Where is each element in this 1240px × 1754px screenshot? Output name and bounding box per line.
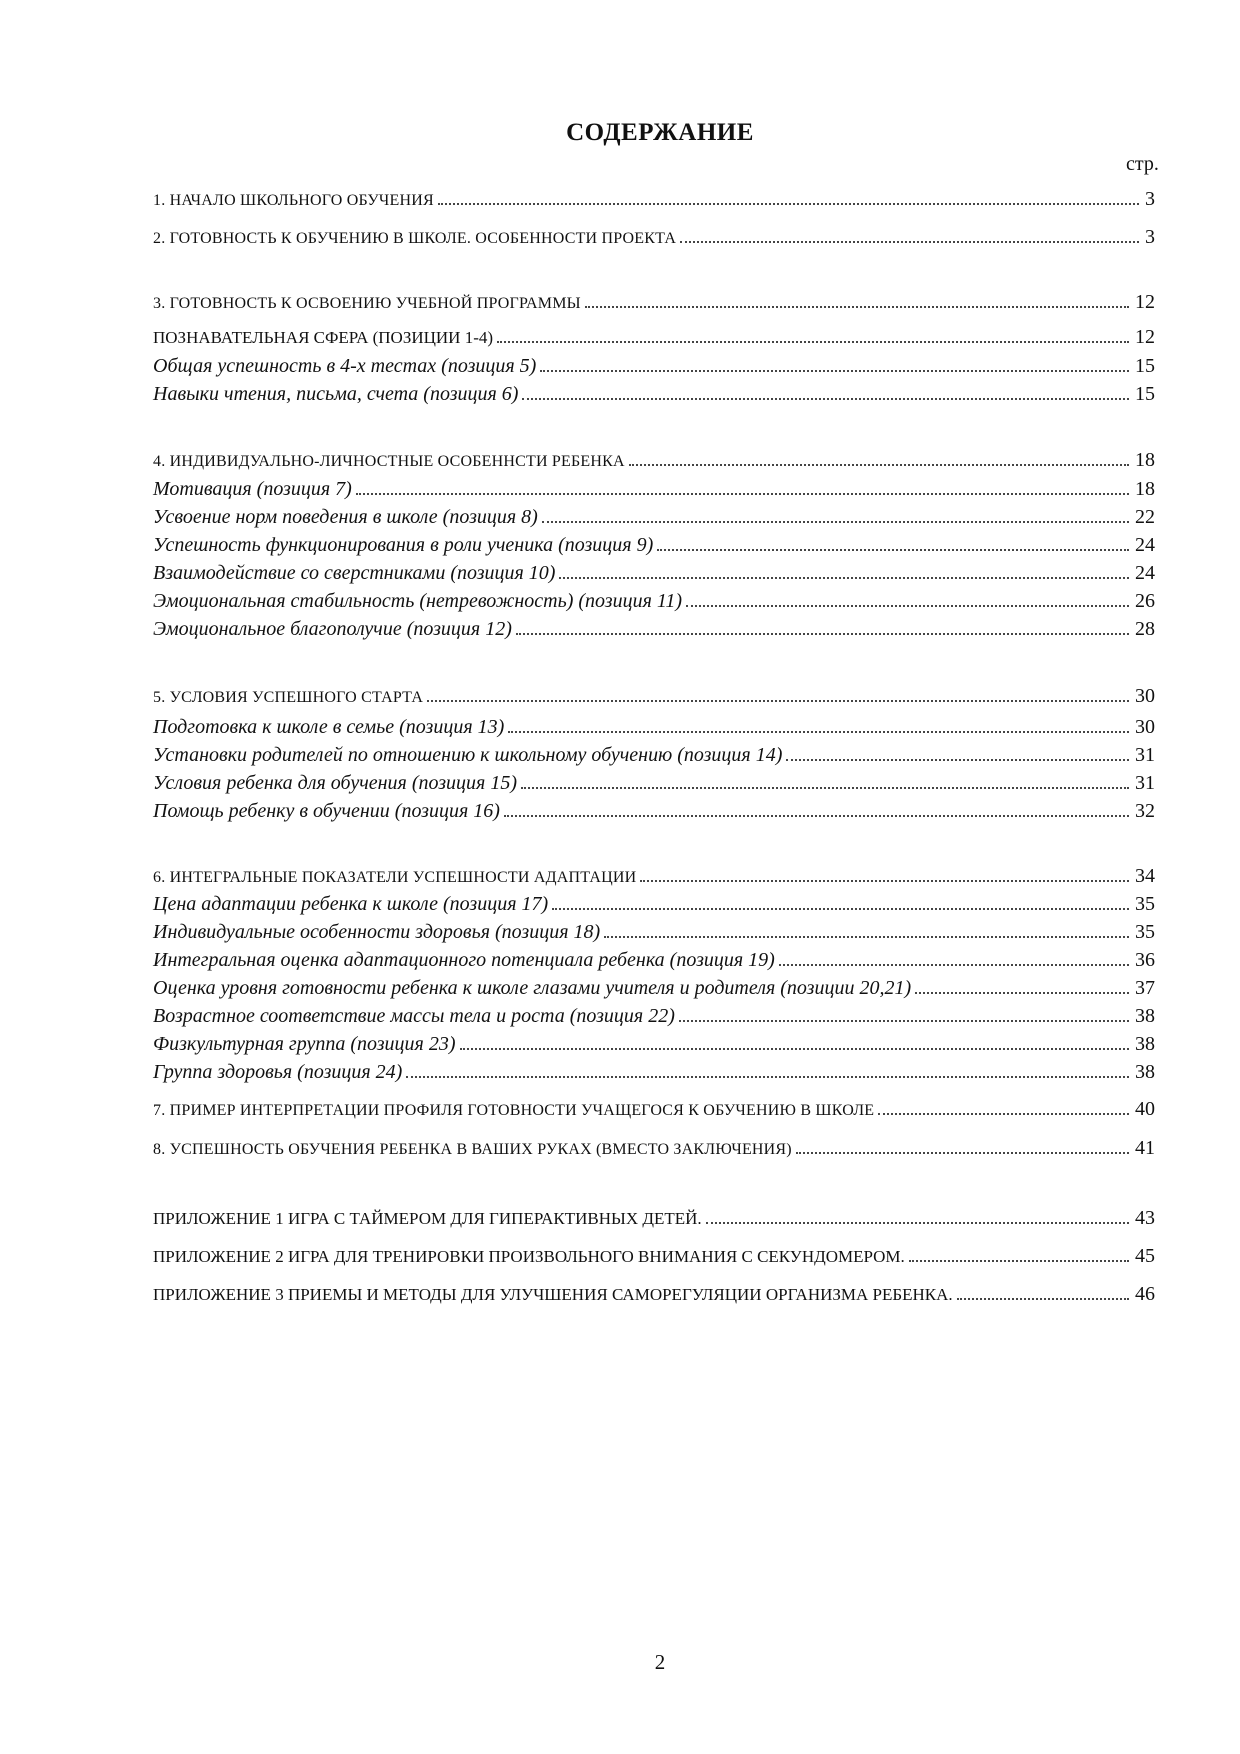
- toc-entry-page: 38: [1135, 1061, 1155, 1083]
- toc-entry-text: Подготовка к школе в семье (позиция 13): [153, 716, 505, 738]
- toc-entry-text: Эмоциональная стабильность (нетревожность) (позиция 11): [153, 590, 683, 612]
- toc-leader: [497, 341, 1129, 343]
- toc-list: [153, 0, 1155, 1400]
- toc-entry-page: 30: [1135, 685, 1155, 707]
- toc-entry-text: 7. ПРИМЕР ИНТЕРПРЕТАЦИИ ПРОФИЛЯ ГОТОВНОСТИ УЧАЩЕГОСЯ К ОБУЧЕНИЮ В ШКОЛЕ: [153, 1102, 875, 1119]
- toc-entry-page: 31: [1135, 744, 1155, 766]
- toc-entry: [153, 324, 1155, 351]
- toc-entry: [153, 560, 1155, 586]
- toc-entry-text: Оценка уровня готовности ребенка к школе глазами учителя и родителя (позиции 20,21): [153, 977, 912, 999]
- toc-leader: [779, 964, 1129, 966]
- page-number: 2: [654, 1650, 666, 1674]
- toc-leader: [508, 731, 1129, 733]
- toc-leader: [504, 815, 1129, 817]
- toc-entry: [153, 504, 1155, 530]
- toc-entry-text: Общая успешность в 4-х тестах (позиция 5): [153, 355, 537, 377]
- toc-entry-page: 35: [1135, 921, 1155, 943]
- toc-entry: [153, 1003, 1155, 1029]
- toc-entry-text: Мотивация (позиция 7): [153, 478, 352, 500]
- toc-entry-page: 28: [1135, 618, 1155, 640]
- toc-entry-page: 24: [1135, 534, 1155, 556]
- toc-entry: [153, 381, 1155, 407]
- toc-entry: [153, 683, 1155, 711]
- page-column-label: стр.: [1126, 153, 1159, 175]
- toc-entry-page: 43: [1135, 1207, 1155, 1229]
- toc-entry-page: 34: [1135, 865, 1155, 887]
- toc-leader: [878, 1113, 1129, 1115]
- toc-entry-text: Помощь ребенку в обучении (позиция 16): [153, 800, 500, 822]
- toc-entry-text: Физкультурная группа (позиция 23): [153, 1033, 456, 1055]
- toc-entry: [153, 947, 1155, 973]
- toc-entry: [153, 532, 1155, 558]
- toc-leader: [522, 398, 1129, 400]
- page-title: СОДЕРЖАНИЕ: [566, 119, 754, 146]
- toc-entry: [153, 891, 1155, 917]
- toc-entry: [153, 919, 1155, 945]
- toc-entry: [153, 1243, 1155, 1270]
- toc-leader: [438, 203, 1139, 205]
- toc-entry-text: Условия ребенка для обучения (позиция 15): [153, 772, 518, 794]
- toc-leader: [542, 521, 1129, 523]
- toc-leader: [629, 464, 1129, 466]
- toc-entry-text: Навыки чтения, письма, счета (позиция 6): [153, 383, 519, 405]
- toc-leader: [552, 908, 1129, 910]
- toc-entry-page: 22: [1135, 506, 1155, 528]
- toc-entry-text: 3. ГОТОВНОСТЬ К ОСВОЕНИЮ УЧЕБНОЙ ПРОГРАММЫ: [153, 295, 581, 312]
- toc-entry: [153, 1031, 1155, 1057]
- toc-entry-text: 1. НАЧАЛО ШКОЛЬНОГО ОБУЧЕНИЯ: [153, 192, 434, 209]
- toc-leader: [460, 1048, 1130, 1050]
- toc-entry-page: 15: [1135, 355, 1155, 377]
- toc-entry: [153, 1281, 1155, 1308]
- toc-leader: [909, 1260, 1129, 1262]
- toc-leader: [957, 1298, 1129, 1300]
- toc-entry-text: 2. ГОТОВНОСТЬ К ОБУЧЕНИЮ В ШКОЛЕ. ОСОБЕННОСТИ ПРОЕКТА: [153, 230, 677, 247]
- toc-entry-text: Возрастное соответствие массы тела и роста (позиция 22): [153, 1005, 675, 1027]
- toc-entry: [153, 224, 1155, 252]
- toc-entry: [153, 798, 1155, 824]
- toc-leader: [559, 577, 1129, 579]
- toc-entry: [153, 476, 1155, 502]
- toc-entry: [153, 1096, 1155, 1124]
- toc-entry-page: 26: [1135, 590, 1155, 612]
- toc-entry: [153, 863, 1155, 891]
- toc-entry: [153, 770, 1155, 796]
- toc-entry-text: Интегральная оценка адаптационного потенциала ребенка (позиция 19): [153, 949, 775, 971]
- toc-leader: [540, 370, 1129, 372]
- toc-leader: [406, 1076, 1129, 1078]
- toc-leader: [604, 936, 1129, 938]
- toc-entry-page: 12: [1135, 326, 1155, 348]
- toc-entry-text: Индивидуальные особенности здоровья (позиция 18): [153, 921, 601, 943]
- toc-leader: [356, 493, 1129, 495]
- toc-entry-text: ПОЗНАВАТЕЛЬНАЯ СФЕРА (ПОЗИЦИИ 1-4): [153, 328, 494, 347]
- toc-entry-page: 38: [1135, 1033, 1155, 1055]
- toc-leader: [640, 880, 1129, 882]
- toc-entry-text: Успешность функционирования в роли ученика (позиция 9): [153, 534, 654, 556]
- toc-entry: [153, 1205, 1155, 1232]
- toc-entry-text: 6. ИНТЕГРАЛЬНЫЕ ПОКАЗАТЕЛИ УСПЕШНОСТИ АДАПТАЦИИ: [153, 869, 637, 886]
- toc-entry-text: 4. ИНДИВИДУАЛЬНО-ЛИЧНОСТНЫЕ ОСОБЕННСТИ РЕБЕНКА: [153, 453, 625, 470]
- toc-leader: [786, 759, 1129, 761]
- toc-entry-page: 37: [1135, 977, 1155, 999]
- toc-leader: [680, 241, 1139, 243]
- toc-leader: [679, 1020, 1129, 1022]
- toc-entry: [153, 742, 1155, 768]
- toc-entry-page: 30: [1135, 716, 1155, 738]
- toc-entry-page: 32: [1135, 800, 1155, 822]
- toc-entry-page: 15: [1135, 383, 1155, 405]
- toc-entry-text: ПРИЛОЖЕНИЕ 1 ИГРА С ТАЙМЕРОМ ДЛЯ ГИПЕРАКТИВНЫХ ДЕТЕЙ.: [153, 1209, 702, 1228]
- toc-leader: [657, 549, 1129, 551]
- toc-entry-page: 3: [1145, 188, 1155, 210]
- toc-entry: [153, 353, 1155, 379]
- toc-entry-text: ПРИЛОЖЕНИЕ 2 ИГРА ДЛЯ ТРЕНИРОВКИ ПРОИЗВОЛЬНОГО ВНИМАНИЯ С СЕКУНДОМЕРОМ.: [153, 1247, 905, 1266]
- toc-entry-text: Установки родителей по отношению к школьному обучению (позиция 14): [153, 744, 783, 766]
- toc-entry-page: 36: [1135, 949, 1155, 971]
- toc-entry-page: 46: [1135, 1283, 1155, 1305]
- toc-leader: [915, 992, 1129, 994]
- toc-entry: [153, 588, 1155, 614]
- toc-entry: [153, 616, 1155, 642]
- toc-entry-page: 38: [1135, 1005, 1155, 1027]
- toc-entry-page: 12: [1135, 291, 1155, 313]
- toc-entry: [153, 714, 1155, 740]
- toc-leader: [521, 787, 1129, 789]
- toc-entry-page: 31: [1135, 772, 1155, 794]
- toc-entry: [153, 289, 1155, 317]
- toc-entry: [153, 1135, 1155, 1163]
- toc-entry-text: Взаимодействие со сверстниками (позиция 10): [153, 562, 556, 584]
- toc-entry-text: ПРИЛОЖЕНИЕ 3 ПРИЕМЫ И МЕТОДЫ ДЛЯ УЛУЧШЕНИЯ САМОРЕГУЛЯЦИИ ОРГАНИЗМА РЕБЕНКА.: [153, 1285, 953, 1304]
- toc-entry-page: 40: [1135, 1098, 1155, 1120]
- toc-entry-text: Группа здоровья (позиция 24): [153, 1061, 403, 1083]
- toc-entry-page: 45: [1135, 1245, 1155, 1267]
- toc-entry-text: 8. УСПЕШНОСТЬ ОБУЧЕНИЯ РЕБЕНКА В ВАШИХ РУКАХ (ВМЕСТО ЗАКЛЮЧЕНИЯ): [153, 1141, 792, 1158]
- toc-entry: [153, 186, 1155, 214]
- toc-entry-page: 18: [1135, 478, 1155, 500]
- toc-entry-page: 41: [1135, 1137, 1155, 1159]
- toc-entry-page: 18: [1135, 449, 1155, 471]
- toc-entry: [153, 1059, 1155, 1085]
- toc-entry-text: Эмоциональное благополучие (позиция 12): [153, 618, 512, 640]
- toc-entry-text: Усвоение норм поведения в школе (позиция 8): [153, 506, 538, 528]
- toc-leader: [686, 605, 1129, 607]
- toc-entry-page: 35: [1135, 893, 1155, 915]
- toc-leader: [796, 1152, 1129, 1154]
- toc-entry: [153, 975, 1155, 1001]
- toc-entry-text: 5. УСЛОВИЯ УСПЕШНОГО СТАРТА: [153, 689, 424, 706]
- toc-entry-text: Цена адаптации ребенка к школе (позиция 17): [153, 893, 549, 915]
- toc-leader: [585, 306, 1129, 308]
- toc-leader: [516, 633, 1129, 635]
- toc-entry-page: 3: [1145, 226, 1155, 248]
- toc-leader: [427, 700, 1129, 702]
- toc-leader: [706, 1222, 1129, 1224]
- toc-entry: [153, 447, 1155, 475]
- toc-entry-page: 24: [1135, 562, 1155, 584]
